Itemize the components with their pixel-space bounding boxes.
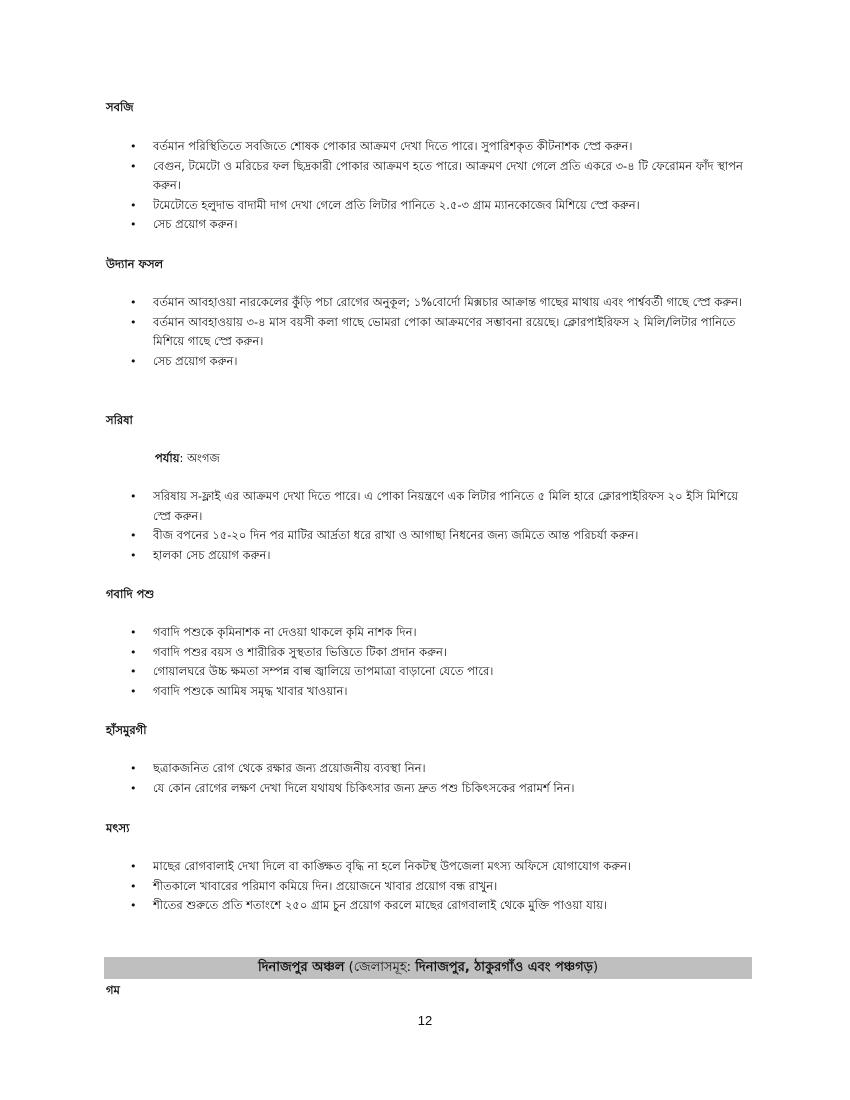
bullet-icon: • [130, 548, 137, 562]
section-heading-horticulture: উদ্যান ফসল [106, 257, 164, 271]
list-item: • বীজ বপনের ১৫-২০ দিন পর মাটির আর্দ্রতা ধরে রাখা ও আগাছা নিধনের জন্য জমিতে আন্ত পরিচর্যা করুন। [130, 526, 758, 546]
bullet-icon: • [130, 645, 137, 659]
region-districts-prefix: (জেলাসমূহ: [344, 960, 416, 975]
horticulture-list [130, 293, 758, 371]
page-number: 12 [417, 1013, 433, 1028]
list-item: • গবাদি পশুকে কৃমিনাশক না দেওয়া থাকলে কৃমি নাশক দিন। [130, 623, 758, 643]
stage-value: : অংগজ [179, 451, 220, 465]
bullet-icon: • [130, 665, 137, 678]
bullet-icon: • [130, 315, 137, 329]
list-item: • সেচ প্রয়োগ করুন। [130, 352, 758, 372]
list-item: • শীতকালে খাবারের পরিমাণ কমিয়ে দিন। প্রয়োজনে খাবার প্রয়োগ বন্ধ রাখুন। [130, 877, 758, 897]
list-item: • বর্তমান পরিস্থিতিতে সবজিতে শোষক পোকার আক্রমণ দেখা দিতে পারে। সুপারিশকৃত কীটনাশক স্প্রে করুন। [130, 137, 758, 157]
bullet-icon: • [130, 879, 137, 893]
region-name: দিনাজপুর অঞ্চল [257, 960, 345, 975]
mustard-list [130, 487, 758, 565]
list-item: • গবাদি পশুর বয়স ও শারীরিক সুস্থতার ভিত্তিতে টিকা প্রদান করুন। [130, 643, 758, 663]
list-item: • হালকা সেচ প্রয়োগ করুন। [130, 546, 758, 566]
list-item: • বেগুন, টমেটো ও মরিচের ফল ছিদ্রকারী পোকার আক্রমণ হতে পারে। আক্রমণ দেখা গেলে প্রতি একরে ৩-৪ টি ফেরোমন ফাঁদ স্থাপন করুন। [130, 158, 743, 192]
bullet-icon: • [130, 899, 137, 912]
fisheries-list [130, 857, 758, 916]
list-item: • বর্তমান আবহাওয়ায় ৩-৪ মাস বয়সী কলা গাছে ভোমরা পোকা আক্রমণের সম্ভাবনা রয়েছে। ক্লোরপাইরিফস ২ মিলি/লিটার পানিতে মিশিয়ে গাছে স্প্রে করুন। [130, 314, 736, 348]
bullet-icon: • [130, 354, 137, 368]
bullet-icon: • [130, 296, 137, 309]
list-item: • মাছের রোগবালাই দেখা দিলে বা কাঙ্ক্ষিত বৃদ্ধি না হলে নিকটস্থ উপজেলা মৎস্য অফিসে যোগাযোগ করুন। [130, 857, 758, 877]
list-item: • সরিষায় স-ফ্লাই এর আক্রমণ দেখা দিতে পারে। এ পোকা নিয়ন্ত্রণে এক লিটার পানিতে ৫ মিলি হারে ক্লোরপাইরিফস ২০ ইসি মিশিয়ে স্প্রে করুন। [130, 489, 738, 523]
list-item: • শীতের শুরুতে প্রতি শতাংশে ২৫০ গ্রাম চুন প্রয়োগ করলে মাছের রোগবালাই থেকে মুক্তি পাওয়া যায়। [130, 896, 758, 916]
livestock-list [130, 623, 758, 701]
bullet-icon: • [130, 762, 137, 775]
bullet-icon: • [130, 159, 137, 173]
section-heading-vegetables: সবজি [106, 100, 134, 114]
section-heading-mustard: সরিষা [106, 413, 133, 427]
section-heading-poultry: হাঁসমুরগী [106, 723, 147, 737]
mustard-stage [155, 450, 220, 466]
stage-label: পর্যায় [155, 451, 180, 465]
bullet-icon: • [130, 490, 137, 503]
bullet-icon: • [130, 626, 137, 639]
vegetables-list [130, 137, 758, 235]
bullet-icon: • [130, 684, 137, 698]
list-item: • ছত্রাকজনিত রোগ থেকে রক্ষার জন্য প্রয়োজনীয় ব্যবস্থা নিন। [130, 759, 758, 779]
list-item: • গোয়ালঘরে উচ্চ ক্ষমতা সম্পন্ন বাল্ব জ্বালিয়ে তাপমাত্রা বাড়ানো যেতে পারে। [130, 662, 758, 682]
bullet-icon: • [130, 140, 137, 153]
poultry-list [130, 759, 758, 798]
list-item: • গবাদি পশুকে আমিষ সমৃদ্ধ খাবার খাওয়ান। [130, 682, 758, 702]
list-item: • সেচ প্রয়োগ করুন। [130, 215, 758, 235]
list-item: • যে কোন রোগের লক্ষণ দেখা দিলে যথাযথ চিকিৎসার জন্য দ্রুত পশু চিকিৎসকের পরামর্শ নিন। [130, 779, 758, 799]
bullet-icon: • [130, 198, 137, 212]
bullet-icon: • [130, 218, 137, 231]
bullet-icon: • [130, 781, 137, 795]
list-item: • বর্তমান আবহাওয়া নারকেলের কুঁড়ি পচা রোগের অনুকূল; ১%বোর্দো মিক্সচার আক্রান্ত গাছের মাথায় এবং পার্শ্ববর্তী গাছে স্প্রে করুন। [130, 293, 758, 313]
region-header-bar [104, 957, 752, 979]
section-heading-livestock: গবাদি পশু [106, 587, 155, 601]
bullet-icon: • [130, 529, 137, 542]
bullet-icon: • [130, 860, 137, 873]
section-heading-fisheries: মৎস্য [106, 821, 130, 835]
section-heading-wheat: গম [106, 983, 120, 997]
region-districts: দিনাজপুর, ঠাকুরগাঁও এবং পঞ্চগড় [415, 960, 593, 975]
list-item: • টমেটোতে হলুদাভ বাদামী দাগ দেখা গেলে প্রতি লিটার পানিতে ২.৫-৩ গ্রাম ম্যানকোজেব মিশিয়ে স্প্রে করুন। [130, 196, 758, 216]
region-districts-suffix: ) [592, 960, 599, 975]
